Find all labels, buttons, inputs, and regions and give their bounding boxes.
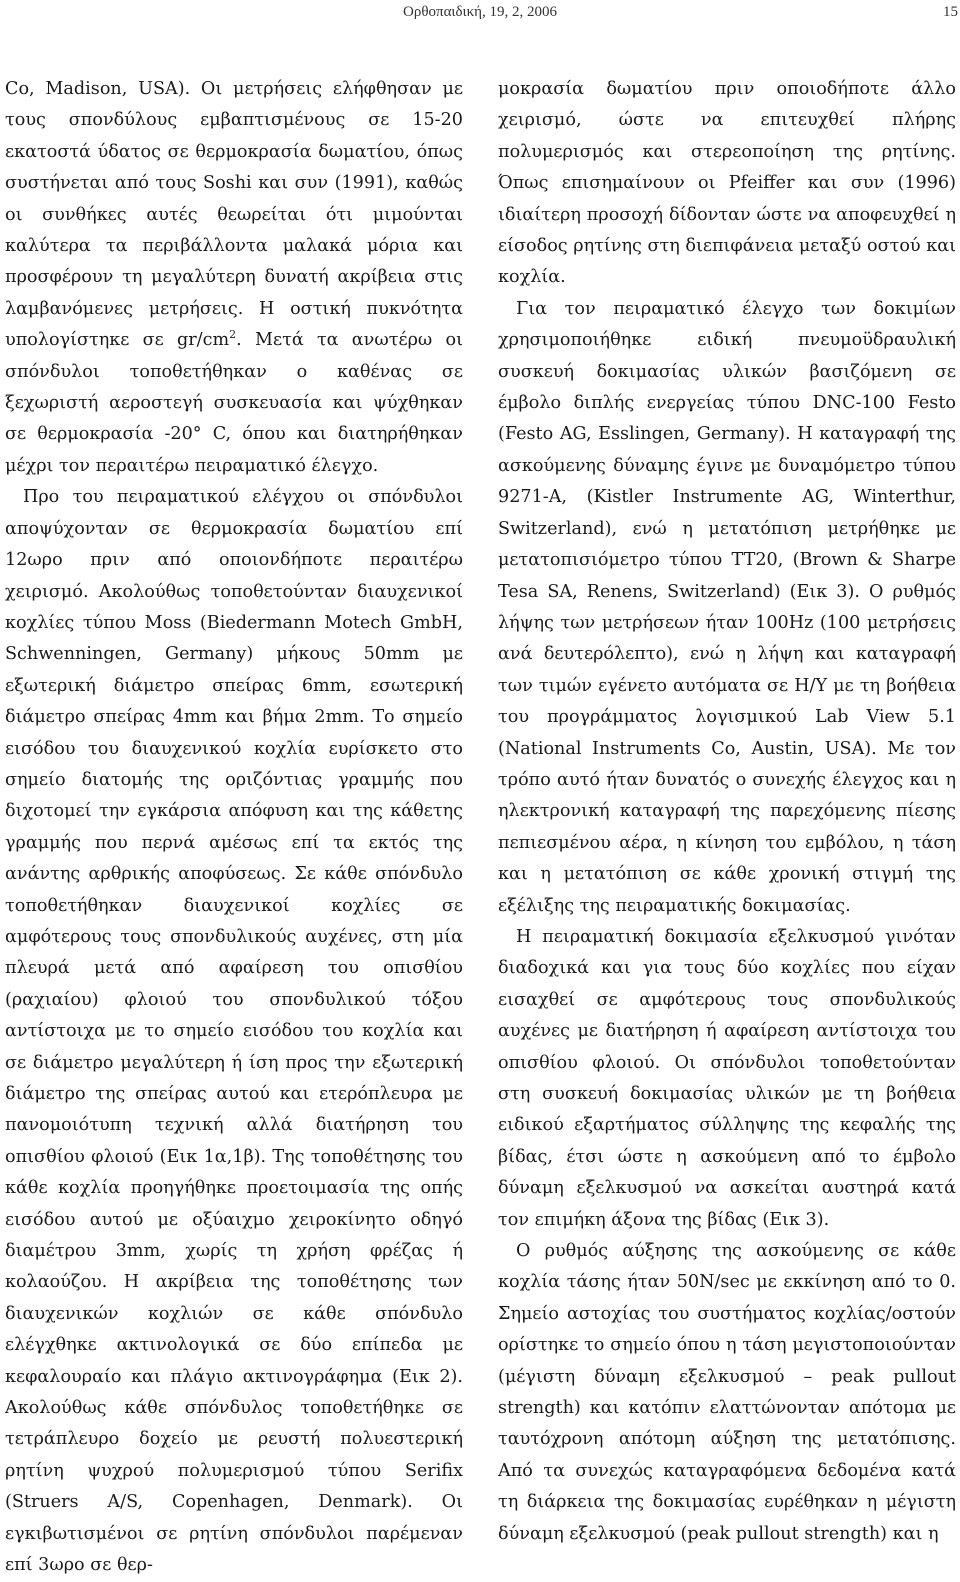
journal-citation: Ορθοπαιδική, 19, 2, 2006 — [403, 4, 557, 20]
right-column — [498, 74, 956, 1550]
page-number: 15 — [943, 4, 958, 20]
left-column — [5, 74, 463, 1582]
paragraph: μοκρασία δωματίου πριν οποιοδήποτε άλλο χειρισμό, ώστε να επιτευχθεί πλήρης πολυμερισμός και στερεοποίηση της ρητίνης. Όπως επισημαίνουν οι Pfeiffer και συν (1996) ιδιαίτερη προσοχή δίδονταν ώστε να αποφευχθεί η είσοδος ρητίνης στη διεπιφάνεια μεταξύ οστού και κοχλία. — [498, 79, 956, 288]
running-head — [0, 2, 960, 24]
paragraph: Προ του πειραματικού ελέγχου οι σπόνδυλοι αποψύχονταν σε θερμοκρασία δωματίου επί 12ωρο πριν από οποιονδήποτε περαιτέρω χειρισμό. Ακολούθως τοποθετούνταν διαυχενικοί κοχλίες τύπου Moss (Biedermann Motech GmbH, Schwenningen, Germany) μήκους 50mm με εξωτερική διάμετρο σπείρας 6mm, εσωτερική διάμετρο σπείρας 4mm και βήμα 2mm. Το σημείο εισόδου του διαυχενικού κοχλία ευρίσκετο στο σημείο διατομής της οριζόντιας γραμμής που διχοτομεί την εγκάρσια απόφυση και της κάθετης γραμμής που περνά αμέσως επί τα εκτός της ανάντης αρθρικής αποφύσεως. Σε κάθε σπόνδυλο τοποθετήθηκαν διαυχενικοί κοχλίες σε αμφότερους τους σπονδυλικούς αυχένες, στη μία πλευρά μετά από αφαίρεση του οπισθίου (ραχιαίου) φλοιού του σπονδυλικού τόξου αντίστοιχα με το σημείο εισόδου του κοχλία και σε διάμετρο μεγαλύτερη ή ίση προς την εξωτερική διάμετρο της σπείρας αυτού και ετερόπλευρα με πανομοιότυπη τεχνική αλλά διατήρηση του οπισθίου φλοιού (Εικ 1α,1β). Της τοποθέτησης του κάθε κοχλία προηγήθηκε προετοιμασία της οπής εισόδου αυτού με οξύαιχμο χειροκίνητο οδηγό διαμέτρου 3mm, χωρίς τη χρήση φρέζας ή κολαούζου. Η ακρίβεια της τοποθέτησης των διαυχενικών κοχλιών σε κάθε σπόνδυλο ελέγχθηκε ακτινολογικά σε δύο επίπεδα με κεφαλουραίο και πλάγιο ακτινογράφημα (Εικ 2). Ακολούθως κάθε σπόνδυλος τοποθετήθηκε σε τετράπλευρο δοχείο με ρευστή πολυεστερική ρητίνη ψυχρού πολυμερισμού τύπου Serifix (Struers A/S, Copenhagen, Denmark). Οι εγκιβωτισμένοι σε ρητίνη σπόνδυλοι παρέμεναν επί 3ωρο σε θερ- — [5, 487, 463, 1576]
paragraph: Η πειραματική δοκιμασία εξελκυσμού γινόταν διαδοχικά και για τους δύο κοχλίες που είχαν εισαχθεί σε αμφότερους τους σπονδυλικούς αυχένες με διατήρηση ή αφαίρεση αντίστοιχα του οπισθίου φλοιού. Οι σπόνδυλοι τοποθετούνταν στη συσκευή δοκιμασίας υλικών με τη βοήθεια ειδικού εξαρτήματος σύλληψης της κεφαλής της βίδας, έτσι ώστε η ασκούμενη από το έμβολο δύναμη εξελκυσμού να ασκείται αυστηρά κατά τον επιμήκη άξονα της βίδας (Εικ 3). — [498, 926, 956, 1230]
paragraph: Ο ρυθμός αύξησης της ασκούμενης σε κάθε κοχλία τάσης ήταν 50N/sec με εκκίνηση από το 0. Σημείο αστοχίας του συστήματος κοχλίας/οστούν ορίστηκε το σημείο όπου η τάση μεγιστοποιούνταν (μέγιστη δύναμη εξελκυσμού – peak pullout strength) και κατόπιν ελαττώνονταν απότομα με ταυτόχρονη απότομη αύξηση της μετατόπισης. Από τα συνεχώς καταγραφόμενα δεδομένα κατά τη διάρκεια της δοκιμασίας ευρέθηκαν η μέγιστη δύναμη εξελκυσμού (peak pullout strength) και η — [498, 1241, 956, 1544]
paragraph-text: . Μετά τα ανωτέρω οι σπόνδυλοι τοποθετήθηκαν ο καθένας σε ξεχωριστή αεροστεγή συσκευασία και ψύχθηκαν σε θερμοκρασία -20° C, όπου και διατηρήθηκαν μέχρι τον περαιτέρω πειραματικό έλεγχο. — [5, 330, 463, 476]
paragraph — [5, 74, 463, 482]
paragraph-text: Co, Madison, USA). Οι μετρήσεις ελήφθησαν με τους σπονδύλους εμβαπτισμένους σε 15-20 εκατοστά ύδατος σε θερμοκρασία δωματίου, όπως συστήνεται από τους Soshi και συν (1991), καθώς οι συνθήκες αυτές θεωρείται ότι μιμούνται καλύτερα τα περιβάλλοντα μαλακά μόρια και προσφέρουν τη μεγαλύτερη δυνατή ακρίβεια στις λαμβανόμενες μετρήσεις. Η οστική πυκνότητα υπολογίστηκε σε gr/cm — [5, 79, 463, 351]
superscript: 2 — [229, 328, 237, 342]
paragraph: Για τον πειραματικό έλεγχο των δοκιμίων χρησιμοποιήθηκε ειδική πνευμοϋδραυλική συσκευή δοκιμασίας υλικών βασιζόμενη σε έμβολο διπλής ενεργείας τύπου DNC-100 Festo (Festo AG, Esslingen, Germany). Η καταγραφή της ασκούμενης δύναμης έγινε με δυναμόμετρο τύπου 9271-A, (Kistler Instrumente AG, Winterthur, Switzerland), ενώ η μετατόπιση μετρήθηκε με μετατοπισιόμετρο τύπου TT20, (Brown & Sharpe Tesa SA, Renens, Switzerland) (Εικ 3). Ο ρυθμός λήψης των μετρήσεων ήταν 100Hz (100 μετρήσεις ανά δευτερόλεπτο), ενώ η λήψη και καταγραφή των τιμών εγένετο αυτόματα σε Η/Υ με τη βοήθεια του προγράμματος λογισμικού Lab View 5.1 (National Instruments Co, Austin, USA). Με τον τρόπο αυτό ήταν δυνατός ο συνεχής έλεγχος και η ηλεκτρονική καταγραφή της παρεχόμενης πίεσης πεπιεσμένου αέρα, η κίνηση του εμβόλου, η τάση και η μετατόπιση σε κάθε χρονική στιγμή της εξέλιξης της πειραματικής δοκιμασίας. — [498, 298, 956, 916]
